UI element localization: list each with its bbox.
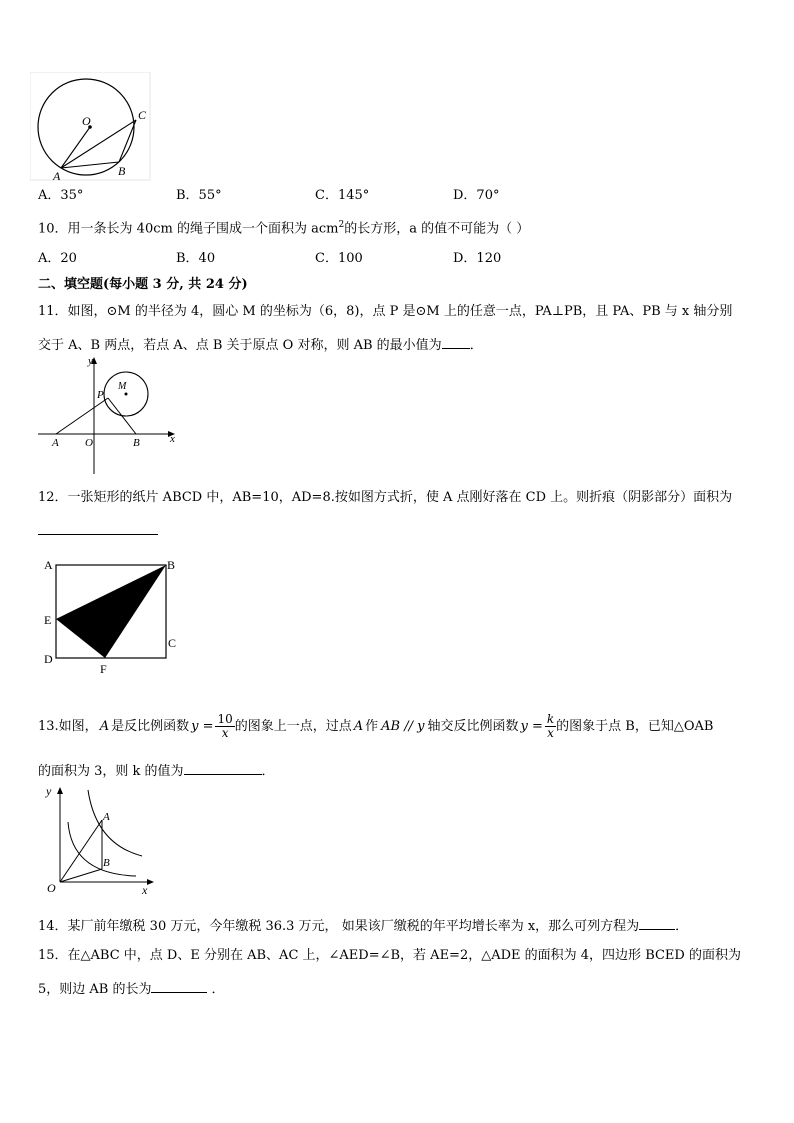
q13-frac2-den: x [547,725,554,740]
q13-end: ． [261,764,275,779]
q10-text [38,221,529,235]
q15-line2-text: 5，则边 AB 的长为 [38,982,152,997]
label-O: O [47,881,56,895]
q10-text-a: 10．用一条长为 40cm 的绳子围成一个面积为 acm [38,221,339,237]
q13-frac2-num: k [546,711,555,726]
label-A: A [53,169,61,183]
label-y: y [88,355,93,367]
label-x: x [142,883,148,897]
label-O: O [82,114,91,128]
q13-answer-blank[interactable] [184,762,262,775]
label-B: B [103,857,110,869]
q10-text-b: 的长方形，a 的值不可能为（ ） [344,221,530,237]
label-A: A [52,437,59,449]
q13-p4: 作 [365,718,379,734]
label-E: E [44,613,52,627]
q15-answer-blank[interactable] [151,980,207,993]
label-A: A [44,558,53,572]
q14-text: 14．某厂前年缴税 30 万元，今年缴税 36.3 万元， 如果该厂缴税的年平均增长率为 x，那么可列方程为 [38,919,640,934]
q13-frac1-num: 10 [217,711,233,726]
q13-fraction-k-x [545,713,556,739]
q14-line [38,917,688,933]
label-x: x [170,433,175,445]
label-A: A [103,811,110,823]
q10-sup: 2 [338,220,345,230]
label-F: F [100,662,107,676]
q13-var-a2: A [353,718,364,734]
q14-answer-blank[interactable] [639,917,675,930]
label-O: O [85,437,93,449]
q11-end: ． [469,338,483,353]
q13-y-eq-2: y = [520,718,543,734]
q13-line2 [38,762,275,778]
label-B: B [133,437,140,449]
q13-ab-parallel-y: AB // y [381,718,425,734]
q15-line1: 15．在△ABC 中，点 D、E 分别在 AB、AC 上，∠AED=∠B，若 AE=2，△ADE 的面积为 4，四边形 BCED 的面积为 [38,948,741,963]
q10-option-b: B．40 [176,251,216,266]
label-M: M [118,381,127,392]
q13-p3: 的图象上一点，过点 [234,718,352,734]
label-D: D [44,652,53,666]
q13-fraction-10-x [215,713,234,739]
q9-option-b: B．55° [176,188,222,203]
q11-line2-text: 交于 A、B 两点，若点 A、点 B 关于原点 O 对称，则 AB 的最小值为 [38,338,442,353]
label-C: C [138,108,147,122]
q15-line2 [38,980,225,996]
label-B: B [167,558,176,572]
q10-option-d: D．120 [453,251,502,266]
q13-y-eq-1: y = [191,718,214,734]
label-y: y [46,784,52,798]
q13-p6: 的图象于点 B，已知△OAB [556,718,714,734]
q11-line1: 11．如图，⊙M 的半径为 4，圆心 M 的坐标为（6，8)，点 P 是⊙M 上的任意一点，PA⊥PB，且 PA、PB 与 x 轴分别 [38,304,733,319]
q13-var-a: A [99,718,110,734]
label-B: B [118,164,126,178]
label-P: P [97,389,104,401]
q13-line2-text: 的面积为 3，则 k 的值为 [38,764,184,779]
q9-option-d: D．70° [453,188,500,203]
q9-option-a: A．35° [38,188,84,203]
label-C: C [168,636,177,650]
q11-answer-blank[interactable] [442,336,470,349]
q9-option-c: C．145° [315,188,370,203]
q12-line1: 12．一张矩形的纸片 ABCD 中，AB=10，AD=8.按如图方式折，使 A 点刚好落在 CD 上。则折痕（阴影部分）面积为 [38,490,733,505]
section-title: 二、填空题(每小题 3 分, 共 24 分) [38,277,248,292]
q11-line2 [38,336,483,352]
q11-coordinate-figure [36,352,181,477]
q13-hyperbola-figure [38,782,158,897]
q13-p5: 轴交反比例函数 [427,718,519,734]
q13-frac1-den: x [221,725,229,740]
q10-option-a: A．20 [38,251,77,266]
q13-p1: 13.如图， [38,718,98,734]
q12-rectangle-figure [40,555,185,680]
q12-answer-blank[interactable] [38,522,158,535]
q13-line1 [38,706,713,746]
q14-end: ． [675,919,689,934]
q15-end: ． [211,982,225,997]
q9-circle-figure [30,72,160,184]
q10-option-c: C．100 [315,251,363,266]
q13-p2: 是反比例函数 [111,718,190,734]
